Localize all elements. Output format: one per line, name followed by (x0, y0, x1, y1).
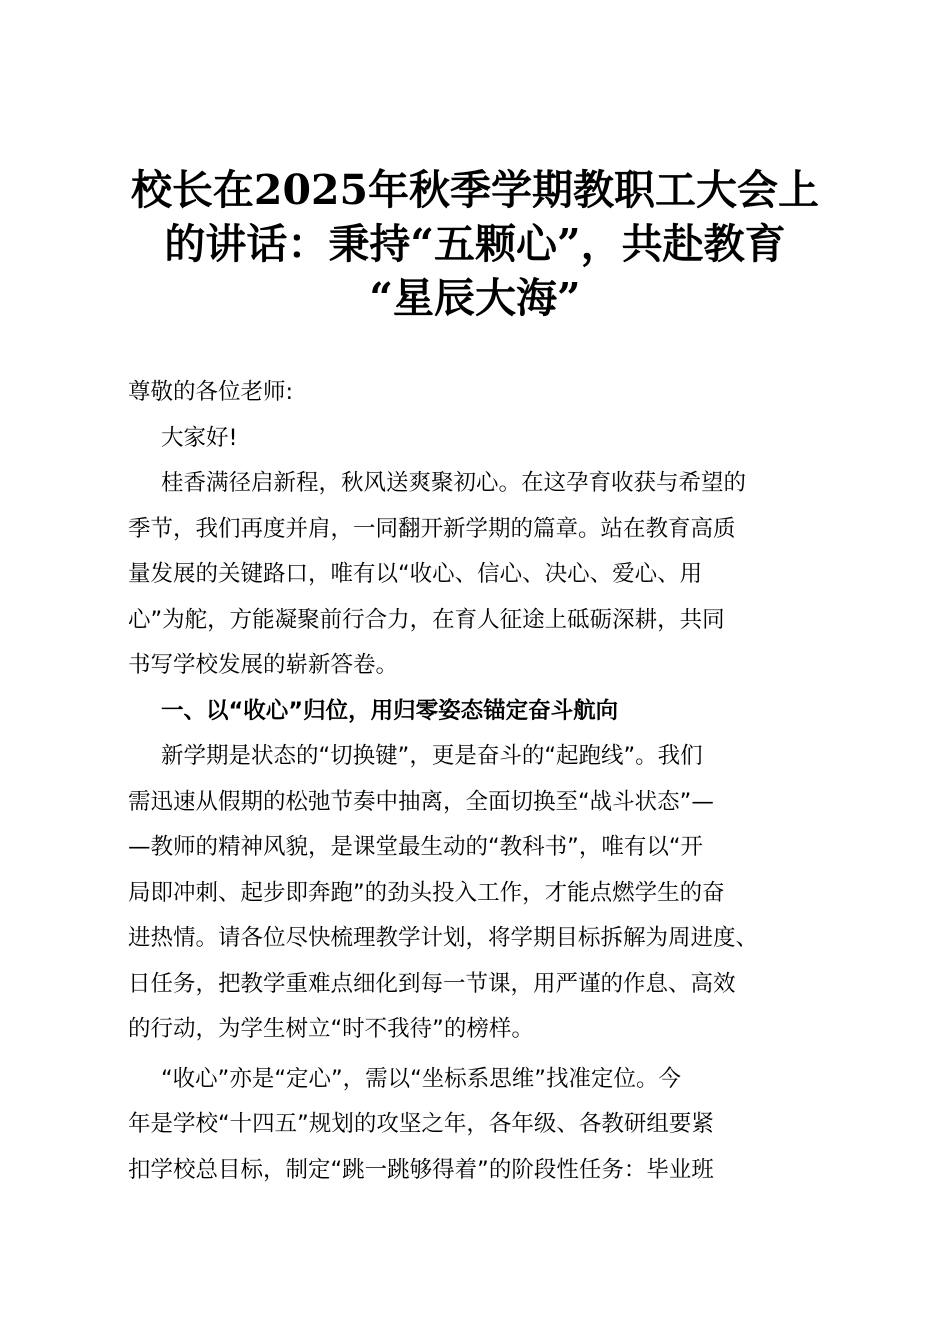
paragraph-line: 日任务，把教学重难点细化到每一节课，用严谨的作息、高效 (128, 970, 736, 997)
section-paragraph-1 (128, 734, 828, 1053)
paragraph-line: 心”为舵，方能凝聚前行合力，在育人征途上砥砺深耕，共同 (128, 606, 725, 633)
intro-paragraph (128, 461, 828, 689)
paragraph-line: 进热情。请各位尽快梳理教学计划，将学期目标拆解为周进度、 (128, 925, 759, 951)
greeting: 大家好! (161, 424, 238, 451)
paragraph-line: 需迅速从假期的松弛节奏中抽离，全面切换至“战斗状态”— (128, 788, 714, 815)
paragraph-line: 书写学校发展的崭新答卷。 (128, 652, 399, 678)
section-paragraph-2 (128, 1057, 828, 1194)
paragraph-line: 量发展的关键路口，唯有以“收心、信心、决心、爱心、用 (128, 561, 703, 587)
paragraph-line: 扣学校总目标，制定“跳一跳够得着”的阶段性任务：毕业班 (128, 1156, 714, 1183)
document-title (120, 163, 830, 325)
paragraph-line: “收心”亦是“定心”，需以“坐标系思维”找准定位。今 (161, 1065, 681, 1092)
title-line-3: “星辰大海” (369, 274, 581, 322)
document-body (128, 370, 828, 1193)
paragraph-line: 季节，我们再度并肩，一同翻开新学期的篇章。站在教育高质 (128, 515, 736, 542)
paragraph-line: 桂香满径启新程，秋风送爽聚初心。在这孕育收获与希望的 (161, 470, 747, 496)
paragraph-line: 新学期是状态的“切换键”，更是奋斗的“起跑线”。我们 (161, 743, 703, 769)
paragraph-line: —教师的精神风貌，是课堂最生动的“教科书”，唯有以“开 (128, 834, 703, 860)
salutation: 尊敬的各位老师: (128, 379, 294, 405)
paragraph-line: 局即冲刺、起步即奔跑”的劲头投入工作，才能点燃学生的奋 (128, 879, 725, 906)
paragraph-line: 的行动，为学生树立“时不我待”的榜样。 (128, 1016, 534, 1042)
section-heading: 一、以“收心”归位，用归零姿态锚定奋斗航向 (161, 697, 619, 724)
paragraph-line: 年是学校“十四五”规划的攻坚之年，各年级、各教研组要紧 (128, 1111, 714, 1137)
title-line-2: 的讲话：秉持“五颗心”，共赴教育 (164, 220, 786, 268)
title-line-1: 校长在2025年秋季学期教职工大会上 (130, 166, 820, 214)
